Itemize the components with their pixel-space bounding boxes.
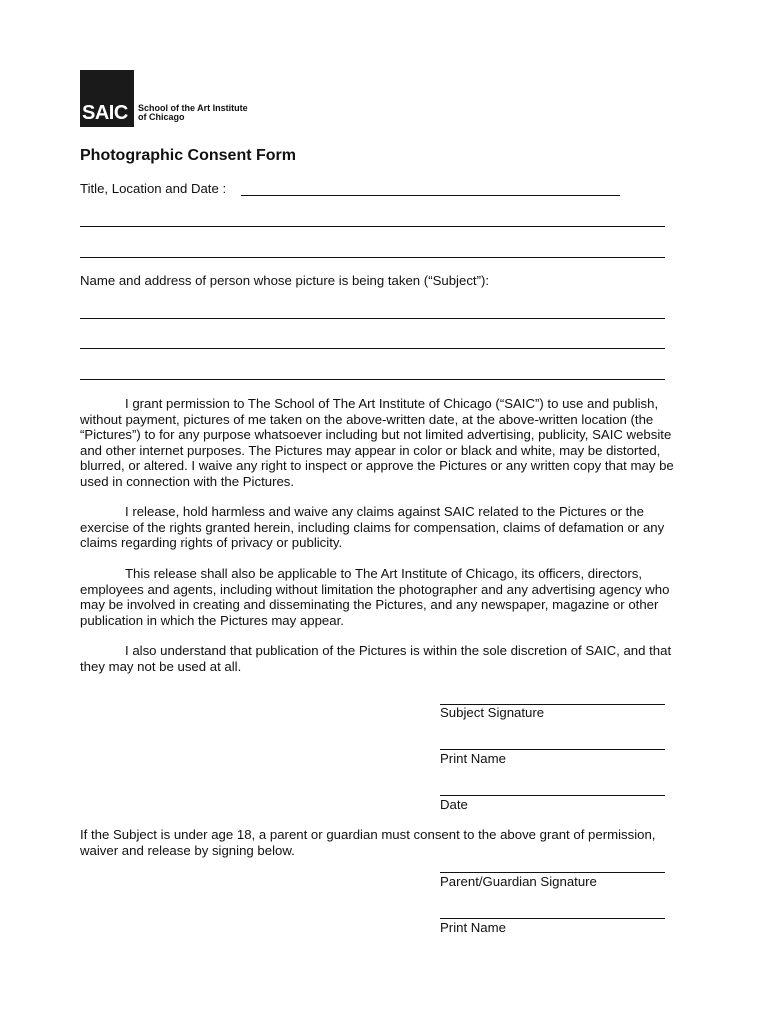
saic-logo-mark: SAIC: [82, 102, 128, 124]
title-location-date-line[interactable]: [241, 195, 620, 196]
date-label: Date: [440, 797, 468, 812]
logo-tagline-line2: of Chicago: [138, 112, 185, 122]
subject-signature-label: Subject Signature: [440, 705, 545, 720]
saic-logo-tagline: [138, 104, 248, 122]
guardian-print-name-line[interactable]: [440, 918, 665, 919]
title-location-date-label: Title, Location and Date :: [80, 181, 227, 196]
logo-tagline-line1: School of the Art Institute: [138, 103, 248, 113]
release-paragraph: I release, hold harmless and waive any claims against SAIC related to the Pictures or the exercise of the rights granted herein, including claims for compensation, claims of defamation or any claims regarding rights of privacy or publicity.: [80, 504, 665, 550]
guardian-print-name-label: Print Name: [440, 920, 506, 935]
title-location-date-line-2[interactable]: [80, 226, 665, 227]
title-location-date-line-3[interactable]: [80, 257, 665, 258]
subject-label: Name and address of person whose picture is being taken (“Subject”):: [80, 273, 490, 288]
subject-line-3[interactable]: [80, 379, 665, 380]
discretion-paragraph: I also understand that publication of the Pictures is within the sole discretion of SAIC, and that they may not be used at all.: [80, 643, 672, 674]
minor-notice: If the Subject is under age 18, a parent or guardian must consent to the above grant of permission, waiver and release by signing below.: [80, 827, 656, 858]
form-title: Photographic Consent Form: [80, 147, 296, 164]
guardian-signature-line[interactable]: [440, 872, 665, 873]
guardian-signature-label: Parent/Guardian Signature: [440, 874, 597, 889]
saic-logo-block: [80, 70, 134, 127]
print-name-label: Print Name: [440, 751, 506, 766]
applicability-paragraph: This release shall also be applicable to The Art Institute of Chicago, its officers, directors, employees and agents, including without limitation the photographer and any advertising agency who may be involved in creating and disseminating the Pictures, and any newspaper, magazine or other publication in which the Pictures may appear.: [80, 566, 670, 628]
subject-line-1[interactable]: [80, 318, 665, 319]
date-line[interactable]: [440, 795, 665, 796]
permission-paragraph: I grant permission to The School of The Art Institute of Chicago (“SAIC”) to use and publish, without payment, pictures of me taken on the above-written date, at the above-written location (the “Pictures”) to for any purpose whatsoever including but not limited advertising, publicity, SAIC website and other internet purposes. The Pictures may appear in color or black and white, may be distorted, blurred, or altered. I waive any right to inspect or approve the Pictures or any written copy that may be used in connection with the Pictures.: [80, 396, 674, 489]
print-name-line[interactable]: [440, 749, 665, 750]
subject-line-2[interactable]: [80, 348, 665, 349]
